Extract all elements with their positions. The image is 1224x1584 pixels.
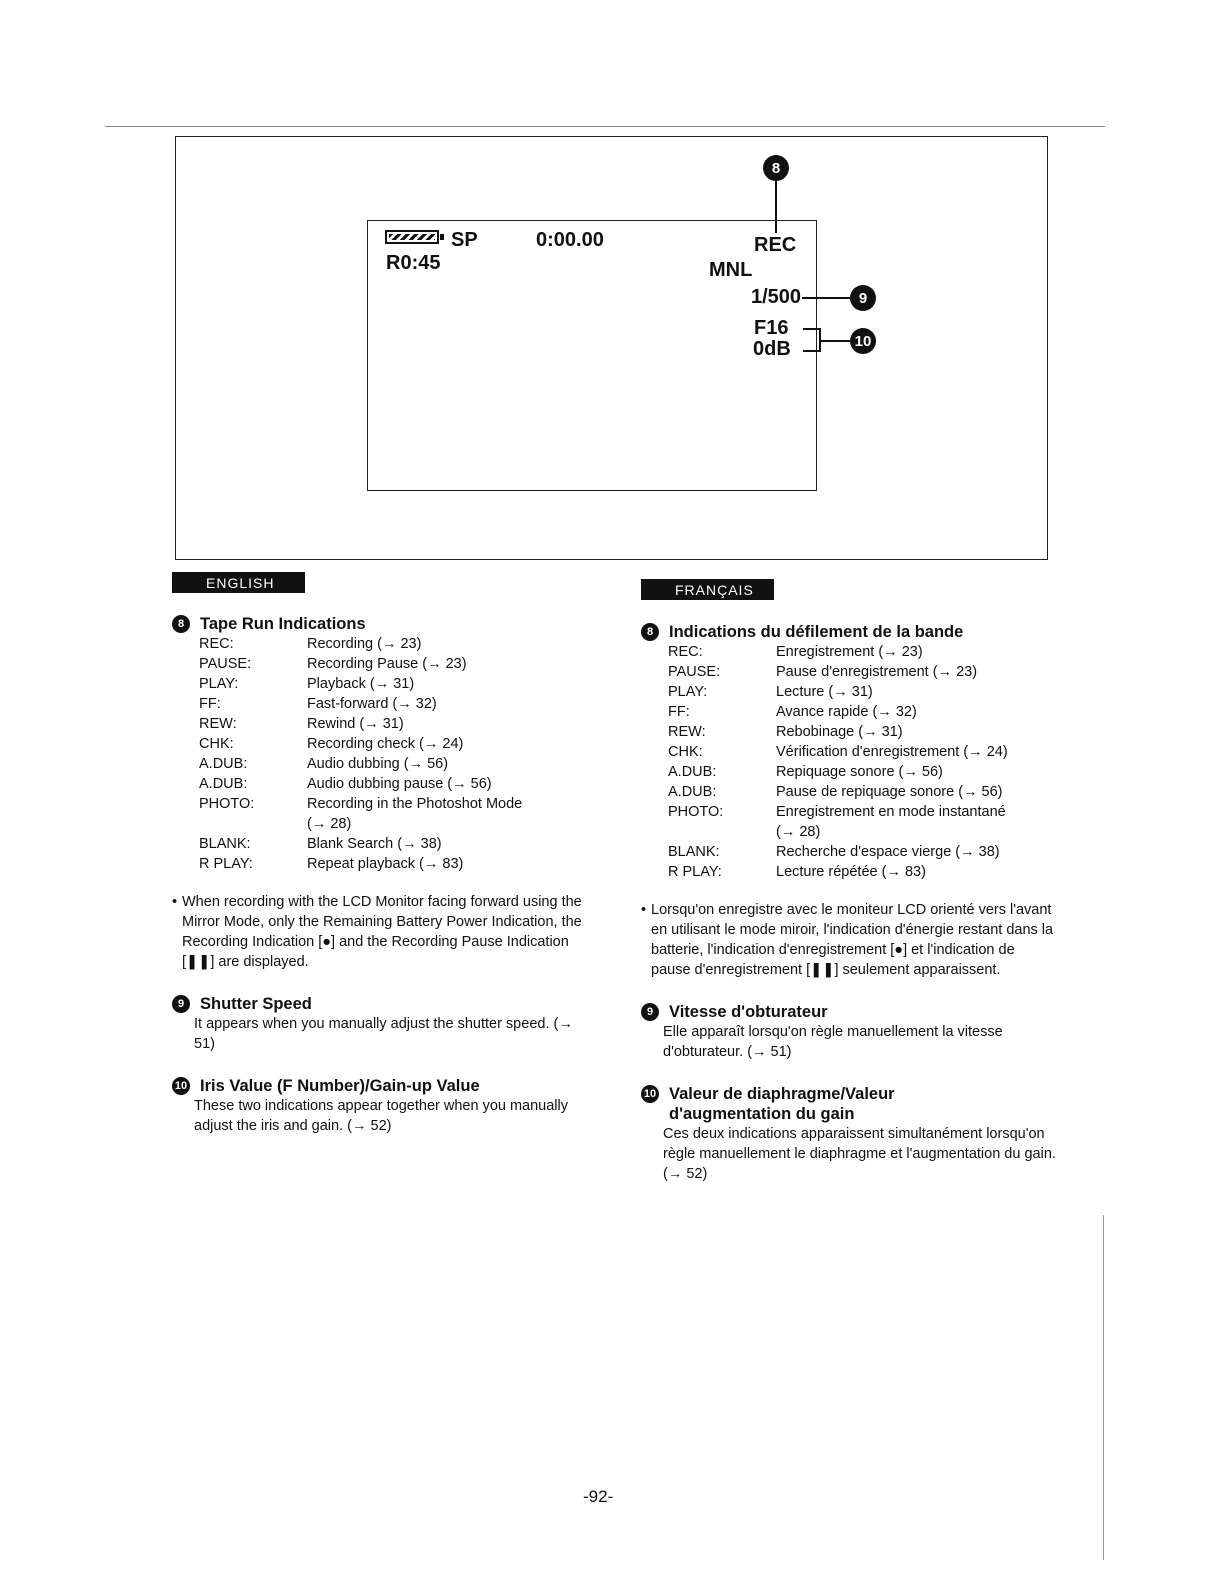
table-row: A.DUB: Audio dubbing (→ 56) xyxy=(199,756,449,772)
english-sec8-title: Tape Run Indications xyxy=(200,615,366,633)
table-row: PAUSE: Recording Pause (→ 23) xyxy=(199,656,467,672)
french-sec8-title: Indications du défilement de la bande xyxy=(669,623,964,641)
callout-10: 10 xyxy=(850,328,876,354)
french-sec10-body: Ces deux indications apparaissent simultanément lorsqu'on règle manuellement le diaphragme et l'augmentation du gain. (→ 52) xyxy=(663,1126,1056,1182)
osd-shutter: 1/500 xyxy=(751,286,802,308)
table-row: CHK: Vérification d'enregistrement (→ 24) xyxy=(668,744,1008,760)
callout-9: 9 xyxy=(850,285,876,311)
table-row: A.DUB: Pause de repiquage sonore (→ 56) xyxy=(668,784,1003,800)
osd-rec: REC xyxy=(754,234,797,256)
table-row: PLAY: Playback (→ 31) xyxy=(199,676,415,692)
english-sec9-title: Shutter Speed xyxy=(200,995,312,1013)
top-rule xyxy=(105,126,1105,127)
english-indication-table xyxy=(199,634,582,874)
english-sec9-heading xyxy=(172,994,582,1014)
sec9-number-icon: 9 xyxy=(641,1003,659,1021)
table-row: REC: Recording (→ 23) xyxy=(199,636,422,652)
bullet-icon: • xyxy=(172,894,178,910)
table-row: A.DUB: Audio dubbing pause (→ 56) xyxy=(199,776,492,792)
english-sec9-body: It appears when you manually adjust the shutter speed. (→ 51) xyxy=(194,1016,573,1052)
table-row: FF: Avance rapide (→ 32) xyxy=(668,704,917,720)
french-sec9-body: Elle apparaît lorsqu'on règle manuellement la vitesse d'obturateur. (→ 51) xyxy=(663,1024,1003,1060)
callout-8-leader xyxy=(775,181,777,233)
english-sec10-title: Iris Value (F Number)/Gain-up Value xyxy=(200,1077,480,1095)
osd-iris: F16 xyxy=(754,317,789,339)
callout-10-leader xyxy=(821,340,850,342)
english-column xyxy=(172,614,582,1136)
table-row: R PLAY: Repeat playback (→ 83) xyxy=(199,856,464,872)
english-tab: ENGLISH xyxy=(172,572,305,593)
callout-8: 8 xyxy=(763,155,789,181)
sec10-number-icon: 10 xyxy=(172,1077,190,1095)
french-indication-table xyxy=(668,642,1056,882)
sec8-number-icon: 8 xyxy=(172,615,190,633)
table-row: BLANK: Recherche d'espace vierge (→ 38) xyxy=(668,844,1000,860)
french-sec9-heading xyxy=(641,1002,1056,1022)
table-row: PHOTO: Recording in the Photoshot Mode xyxy=(199,796,523,812)
battery-icon xyxy=(385,230,439,244)
french-note xyxy=(641,900,1056,980)
english-note xyxy=(172,892,582,972)
bullet-icon: • xyxy=(641,902,647,918)
table-row: REW: Rebobinage (→ 31) xyxy=(668,724,903,740)
page-number: -92- xyxy=(583,1487,614,1506)
french-tab: FRANÇAIS xyxy=(641,579,774,600)
table-row: A.DUB: Repiquage sonore (→ 56) xyxy=(668,764,943,780)
osd-mnl: MNL xyxy=(709,259,753,281)
french-sec8-heading xyxy=(641,622,1056,642)
callout-9-leader xyxy=(802,297,850,299)
table-row: FF: Fast-forward (→ 32) xyxy=(199,696,437,712)
english-sec8-heading xyxy=(172,614,582,634)
table-row: (→ 28) xyxy=(776,824,821,840)
table-row: BLANK: Blank Search (→ 38) xyxy=(199,836,442,852)
french-sec10-heading xyxy=(641,1084,1056,1124)
french-column xyxy=(641,622,1056,1184)
table-row: REC: Enregistrement (→ 23) xyxy=(668,644,923,660)
table-row: PHOTO: Enregistrement en mode instantané xyxy=(668,804,1006,820)
table-row: REW: Rewind (→ 31) xyxy=(199,716,404,732)
table-row: R PLAY: Lecture répétée (→ 83) xyxy=(668,864,926,880)
osd-tape-speed: SP xyxy=(451,229,478,251)
page-edge-line xyxy=(1103,1215,1104,1560)
osd-timecode: 0:00.00 xyxy=(536,229,604,251)
english-sec10-body: These two indications appear together when you manually adjust the iris and gain. (→ 52) xyxy=(194,1098,569,1134)
sec10-number-icon: 10 xyxy=(641,1085,659,1103)
french-sec9-title: Vitesse d'obturateur xyxy=(669,1003,828,1021)
table-row: CHK: Recording check (→ 24) xyxy=(199,736,464,752)
french-note-text: Lorsqu'on enregistre avec le moniteur LCD orienté vers l'avant en utilisant le mode miroir, l'indication d'énergie restant dans la batterie, l'indication d'enregistrement [●] et l'indication de pause d'enregistrement [❚❚] seulement apparaissent. xyxy=(651,902,1054,978)
english-note-text: When recording with the LCD Monitor facing forward using the Mirror Mode, only the Remaining Battery Power Indication, the Recording Indication [●] and the Recording Pause Indication [❚❚] are displayed. xyxy=(182,894,582,970)
sec8-number-icon: 8 xyxy=(641,623,659,641)
french-sec10-title: Valeur de diaphragme/Valeur xyxy=(669,1085,895,1103)
osd-remaining: R0:45 xyxy=(386,252,441,274)
french-sec10-title-line2: d'augmentation du gain xyxy=(669,1105,855,1123)
table-row: (→ 28) xyxy=(307,816,352,832)
english-sec10-heading xyxy=(172,1076,582,1096)
table-row: PLAY: Lecture (→ 31) xyxy=(668,684,873,700)
table-row: PAUSE: Pause d'enregistrement (→ 23) xyxy=(668,664,978,680)
osd-gain: 0dB xyxy=(753,338,791,360)
sec9-number-icon: 9 xyxy=(172,995,190,1013)
